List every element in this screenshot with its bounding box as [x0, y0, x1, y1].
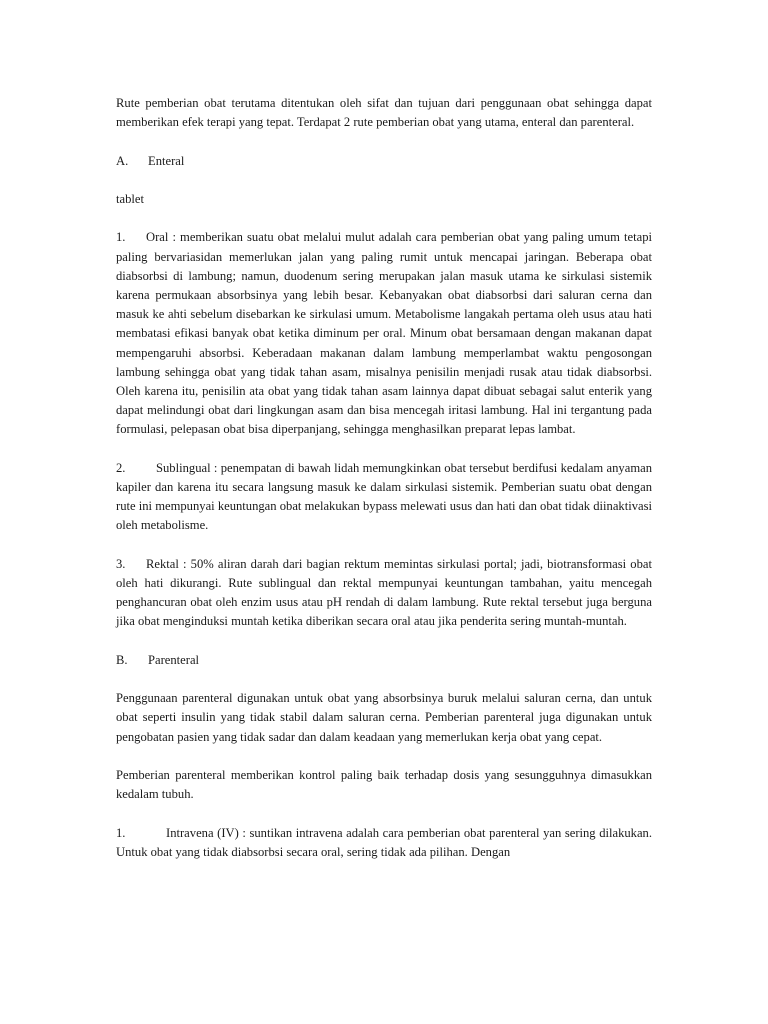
section-b-heading [116, 651, 652, 670]
parenteral-paragraph-2: Pemberian parenteral memberikan kontrol paling baik terhadap dosis yang sesungguhnya dimasukkan kedalam tubuh. [116, 767, 652, 802]
rektal-paragraph [116, 555, 652, 632]
oral-text: Oral : memberikan suatu obat melalui mulut adalah cara pemberian obat yang paling umum tetapi paling bervariasidan memerlukan jalan yang paling rumit untuk mencapai jaringan. Beberapa obat diabsorbsi di lambung; namun, duodenum sering merupakan jalan masuk utama ke sirkulasi sistemik karena permukaan absorbsinya yang lebih besar. Kebanyakan obat diabsorbsi dari saluran cerna dan masuk ke ahti sebelum disebarkan ke sirkulasi umum. Metabolisme langakah pertama oleh usus atau hati membatasi efikasi banyak obat ketika diminum per oral. Minum obat bersamaan dengan makanan dapat mempengaruhi absorbsi. Keberadaan makanan dalam lambung memperlambat waktu pengosongan lambung sehingga obat yang tidak tahan asam, misalnya penisilin menjadi rusak atau tidak diabsorbsi. Oleh karena itu, penisilin ata obat yang tidak tahan asam lainnya dapat dibuat sebagai salut enterik yang dapat melindungi obat dari lingkungan asam dan bisa mencegah iritasi lambung. Hal ini tergantung pada formulasi, pelepasan obat bisa diperpanjang, sehingga menghasilkan preparat lepas lambat. [116, 230, 652, 437]
oral-paragraph [116, 228, 652, 439]
intravena-number: 1. [116, 825, 126, 840]
section-a-heading [116, 152, 652, 171]
tablet-label: tablet [116, 191, 144, 206]
parenteral-paragraph-1: Penggunaan parenteral digunakan untuk obat yang absorbsinya buruk melalui saluran cerna, dan untuk obat seperti insulin yang tidak stabil dalam saluran cerna. Pemberian parenteral juga digunakan untuk pengobatan pasien yang tidak sadar dan dalam keadaan yang memerlukan kerja obat yang cepat. [116, 691, 652, 744]
section-b-title: Parenteral [148, 652, 200, 667]
sublingual-text: Sublingual : penempatan di bawah lidah memungkinkan obat tersebut berdifusi kedalam anyaman kapiler dan karena itu secara langsung masuk ke dalam sirkulasi sistemik. Pemberian suatu obat dengan rute ini mempunyai keuntungan obat melakukan bypass melewati usus dan hati dan obat tidak diinaktivasi oleh metabolisme. [116, 460, 652, 533]
sublingual-paragraph [116, 459, 652, 536]
section-a-title: Enteral [148, 153, 185, 168]
document-body [116, 94, 652, 862]
rektal-number: 3. [116, 556, 126, 571]
sublingual-number: 2. [116, 460, 126, 475]
intravena-paragraph [116, 824, 652, 862]
intravena-text: Intravena (IV) : suntikan intravena adalah cara pemberian obat parenteral yan sering dilakukan. Untuk obat yang tidak diabsorbsi secara oral, sering tidak ada pilihan. Dengan [116, 825, 652, 859]
oral-number: 1. [116, 230, 126, 245]
section-b-letter: B. [116, 652, 128, 667]
intro-paragraph: Rute pemberian obat terutama ditentukan oleh sifat dan tujuan dari penggunaan obat sehingga dapat memberikan efek terapi yang tepat. Terdapat 2 rute pemberian obat yang utama, enteral dan parenteral. [116, 96, 652, 130]
rektal-text: Rektal : 50% aliran darah dari bagian rektum memintas sirkulasi portal; jadi, biotransformasi obat oleh hati dikurangi. Rute sublingual dan rektal mempunyai keuntungan tambahan, yaitu mencegah penghancuran obat oleh enzim usus atau pH rendah di dalam lambung. Rute rektal tersebut juga berguna jika obat menginduksi muntah ketika diberikan secara oral atau jika penderita sering muntah-muntah. [116, 556, 652, 629]
section-a-letter: A. [116, 153, 129, 168]
